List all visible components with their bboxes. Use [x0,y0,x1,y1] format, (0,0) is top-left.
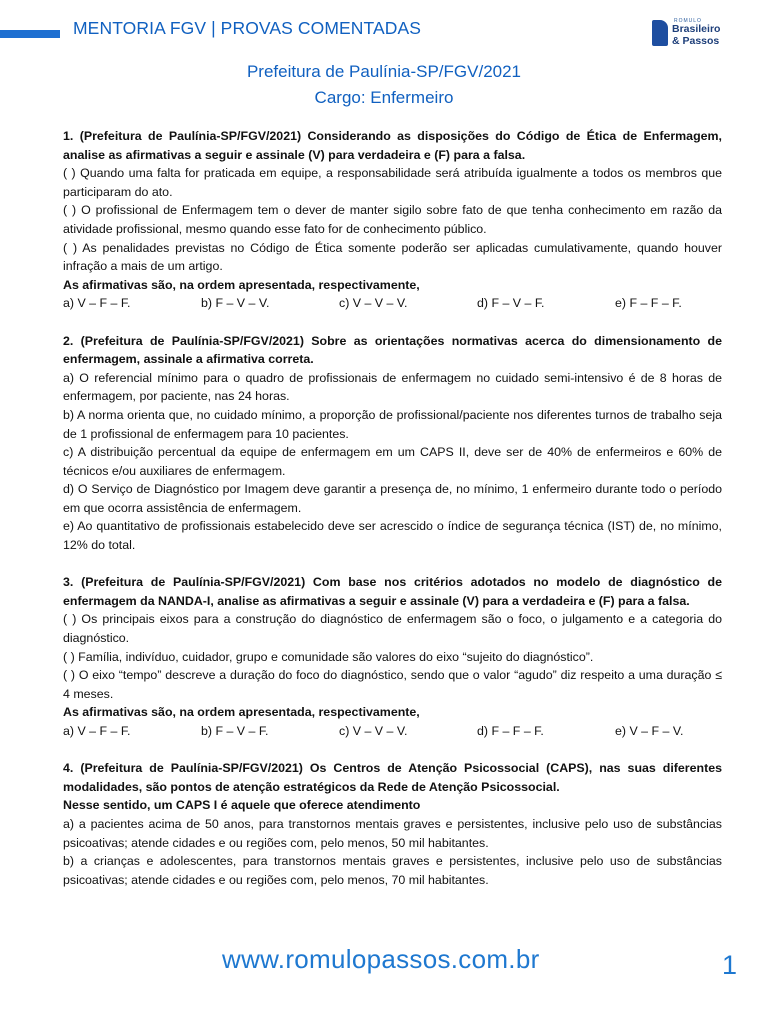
question-stem: 1. (Prefeitura de Paulínia-SP/FGV/2021) Considerando as disposições do Código de Ética de Enfermagem, analise as afirmativas a seguir e assinale (V) para verdadeira e (F) para a falsa. [63,129,722,162]
spacer [63,313,722,332]
answer-option: c) V – V – V. [339,296,408,311]
spacer [63,741,722,760]
question-prompt: As afirmativas são, na ordem apresentada, respectivamente, [63,277,420,292]
statement-item: ( ) O eixo “tempo” descreve a duração do foco do diagnóstico, sendo que o valor “agudo” diz respeito a uma duração ≤ 4 meses. [63,668,722,701]
footer-website-link[interactable]: www.romulopassos.com.br [222,944,540,974]
answer-option: d) O Serviço de Diagnóstico por Imagem deve garantir a presença de, no mínimo, 1 enfermeiro durante todo o período em que ocorra assistência de enfermagem. [63,482,722,515]
document-subtitle: Cargo: Enfermeiro [314,88,454,107]
question-prompt: As afirmativas são, na ordem apresentada, respectivamente, [63,705,420,720]
page-number: 1 [722,950,738,980]
brand-logo [652,18,721,58]
answer-option: c) V – V – V. [339,724,408,738]
header-accent-bar [0,30,60,38]
logo-text-line1: Brasileiro [672,23,721,35]
page-header [0,0,768,60]
spacer [63,555,722,574]
statement-item: ( ) As penalidades previstas no Código de Ética somente poderão ser aplicadas cumulativamente, quando houver infração a mais de um artigo. [63,240,722,274]
question-3 [63,573,722,740]
questions-content [63,127,722,889]
answer-option: c) A distribuição percentual da equipe de enfermagem em um CAPS II, deve ser de 40% de enfermeiros e 60% de técnicos e/ou auxiliares de enfermagem. [63,445,722,478]
statement-item: ( ) Família, indivíduo, cuidador, grupo e comunidade são valores do eixo “sujeito do diagnóstico”. [63,649,594,664]
statement-item: ( ) Quando uma falta for praticada em equipe, a responsabilidade será atribuída igualmente a todos os membros que participaram do ato. [63,166,722,199]
answer-option: b) a crianças e adolescentes, para transtornos mentais graves e persistentes, inclusive pelo uso de substâncias psicoativas; atende cidades e ou regiões com, pelo menos, 70 mil habitantes. [63,854,722,887]
header-title: MENTORIA FGV | PROVAS COMENTADAS [73,18,422,38]
answer-option: d) F – F – F. [477,724,544,738]
question-stem: 3. (Prefeitura de Paulínia-SP/FGV/2021) Com base nos critérios adotados no modelo de diagnóstico de enfermagem da NANDA-I, analise as afirmativas a seguir e assinale (V) para a verdadeira e (F) para a falsa. [63,575,722,608]
question-2 [63,332,722,555]
statement-item: ( ) Os principais eixos para a construção do diagnóstico de enfermagem são o foco, o julgamento e a categoria do diagnóstico. [63,612,722,646]
answer-option: e) F – F – F. [615,296,682,311]
answer-option: e) Ao quantitativo de profissionais estabelecido deve ser acrescido o índice de segurança técnica (IST) de, no mínimo, 12% do total. [63,519,722,553]
answer-option: b) A norma orienta que, no cuidado mínimo, a proporção de profissional/paciente nos diferentes turnos de trabalho seja de 1 profissional de enfermagem para 10 pacientes. [63,407,722,441]
logo-text-line2: & Passos [672,35,720,47]
answer-option: b) F – V – F. [201,724,269,738]
logo-mark-icon [652,20,668,46]
logo-small-text: ROMULO [674,18,702,24]
question-1 [63,127,722,313]
answer-option: a) a pacientes acima de 50 anos, para transtornos mentais graves e persistentes, inclusive pelo uso de substâncias psicoativas; atende cidades e ou regiões com, pelo menos, 50 mil habitantes. [63,816,722,850]
answer-option: a) V – F – F. [63,724,131,738]
question-4 [63,759,722,889]
question-stem: 4. (Prefeitura de Paulínia-SP/FGV/2021) Os Centros de Atenção Psicossocial (CAPS), nas suas diferentes modalidades, são pontos de atenção estratégicos da Rede de Atenção Psicossocial. [63,761,722,794]
answer-option: b) F – V – V. [201,296,270,311]
answer-option: a) V – F – F. [63,296,131,311]
document-title: Prefeitura de Paulínia-SP/FGV/2021 [246,62,522,81]
answer-option: d) F – V – F. [477,296,545,311]
statement-item: ( ) O profissional de Enfermagem tem o dever de manter sigilo sobre fato de que tenha conhecimento em razão da atividade profissional, mesmo quando esse fato for de conhecimento público. [63,203,722,236]
answer-option: e) V – F – V. [615,724,684,738]
question-prompt: Nesse sentido, um CAPS I é aquele que oferece atendimento [63,798,421,813]
answer-options [63,722,722,741]
question-stem: 2. (Prefeitura de Paulínia-SP/FGV/2021) Sobre as orientações normativas acerca do dimensionamento de enfermagem, assinale a afirmativa correta. [63,333,722,367]
answer-option: a) O referencial mínimo para o quadro de profissionais de enfermagem no cuidado semi-intensivo é de 8 horas de enfermagem, por paciente, nas 24 horas. [63,370,722,404]
answer-options [63,294,722,313]
